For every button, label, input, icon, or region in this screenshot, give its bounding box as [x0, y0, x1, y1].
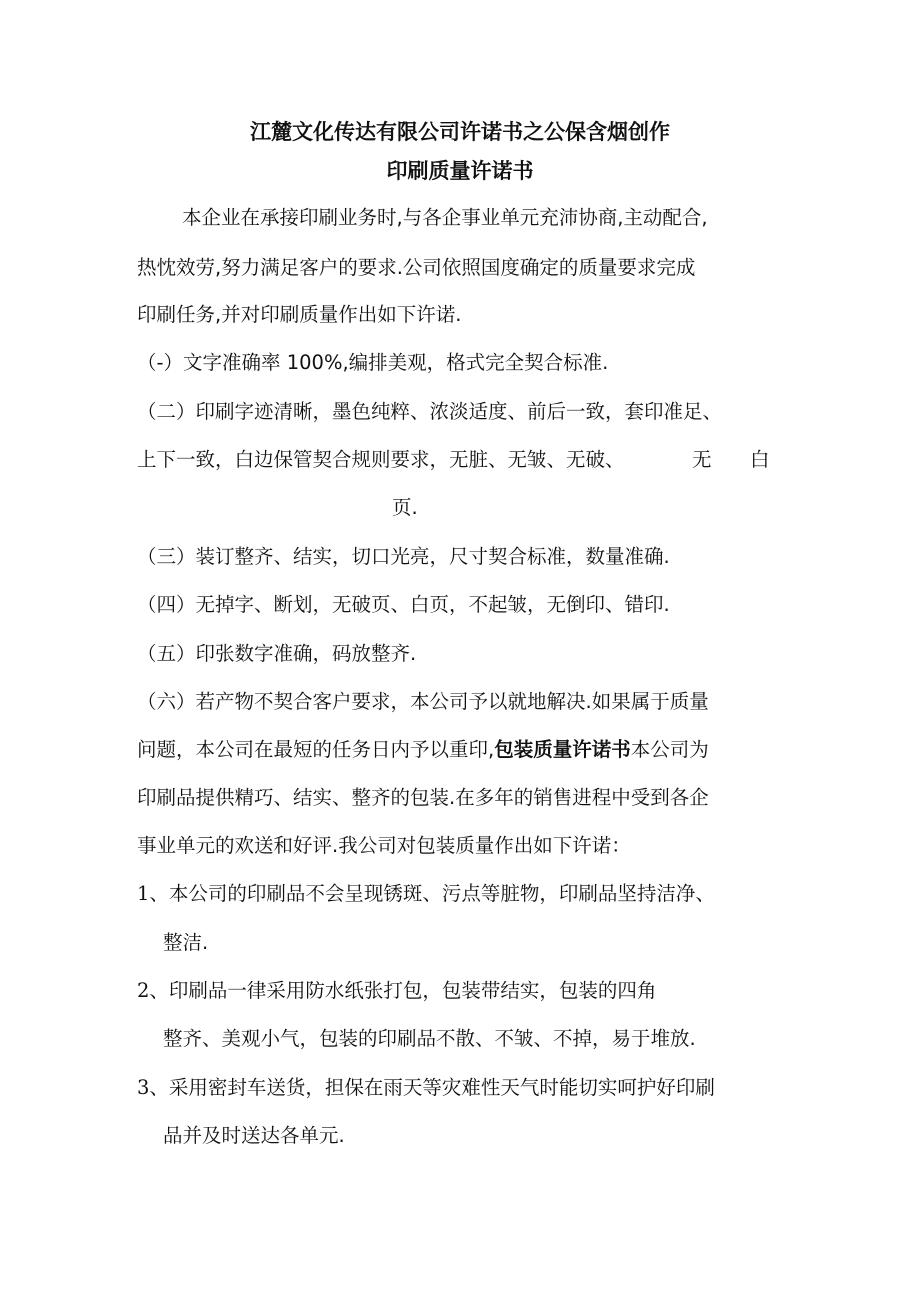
item-6-line-2	[137, 736, 709, 764]
document-title: 江麓文化传达有限公司许诺书之公保含烟创作	[250, 120, 670, 144]
intro-line-2: 热忱效劳,努力满足客户的要求.公司依照国度确定的质量要求完成	[137, 256, 696, 279]
package-quality-heading: 包装质量许诺书	[494, 738, 631, 761]
item-6-line-4: 事业单元的欢送和好评.我公司对包装质量作出如下许诺：	[137, 834, 631, 857]
numbered-item-1-number: 1	[137, 882, 150, 905]
item-2-word-wu: 无	[692, 448, 712, 471]
item-3: （三）装订整齐、结实，切口光亮，尺寸契合标准，数量准确.	[137, 545, 670, 568]
item-2-line-3: 页.	[392, 496, 418, 519]
item-6-line-2-pre: 问题，本公司在最短的任务日内予以重印,	[137, 738, 495, 761]
item-6-line-2-post: 本公司为	[630, 738, 709, 761]
item-4: （四）无掉字、断划，无破页、白页，不起皱，无倒印、错印.	[137, 593, 670, 616]
document-subtitle: 印刷质量许诺书	[386, 159, 534, 183]
numbered-item-3	[137, 1074, 715, 1102]
numbered-item-2-text: 、印刷品一律采用防水纸张打包，包装带结实，包装的四角	[149, 979, 657, 1002]
item-5: （五）印张数字准确，码放整齐.	[137, 642, 417, 665]
item-2-word-bai: 白	[750, 448, 770, 471]
numbered-item-1-text: 、本公司的印刷品不会呈现锈斑、污点等脏物，印刷品坚持洁净、	[149, 882, 715, 905]
numbered-item-2-number: 2	[137, 979, 150, 1002]
numbered-item-2-continuation: 整齐、美观小气，包装的印刷品不散、不皱、不掉，易于堆放.	[163, 1027, 696, 1050]
numbered-item-1	[137, 880, 715, 908]
item-1: （-）文字准确率 100%,编排美观，格式完全契合标准.	[137, 351, 609, 374]
numbered-item-2	[137, 977, 656, 1005]
intro-line-3: 印刷任务,并对印刷质量作出如下许诺.	[137, 303, 462, 326]
numbered-item-3-number: 3	[137, 1076, 150, 1099]
item-2-line-2: 上下一致，白边保管契合规则要求，无脏、无皱、无破、	[137, 448, 625, 471]
item-6-line-3: 印刷品提供精巧、结实、整齐的包装.在多年的销售进程中受到各企	[137, 786, 709, 809]
item-2-line-1: （二）印刷字迹清晰，墨色纯粹、浓淡适度、前后一致，套印准足、	[137, 400, 723, 423]
intro-line-1: 本企业在承接印刷业务时,与各企事业单元充沛协商,主动配合,	[182, 206, 708, 229]
numbered-item-3-text: 、采用密封车送货，担保在雨天等灾难性天气时能切实呵护好印刷	[149, 1076, 715, 1099]
numbered-item-3-continuation: 品并及时送达各单元.	[163, 1124, 345, 1147]
numbered-item-1-continuation: 整洁.	[163, 931, 209, 954]
item-6-line-1: （六）若产物不契合客户要求，本公司予以就地解决.如果属于质量	[137, 690, 709, 713]
